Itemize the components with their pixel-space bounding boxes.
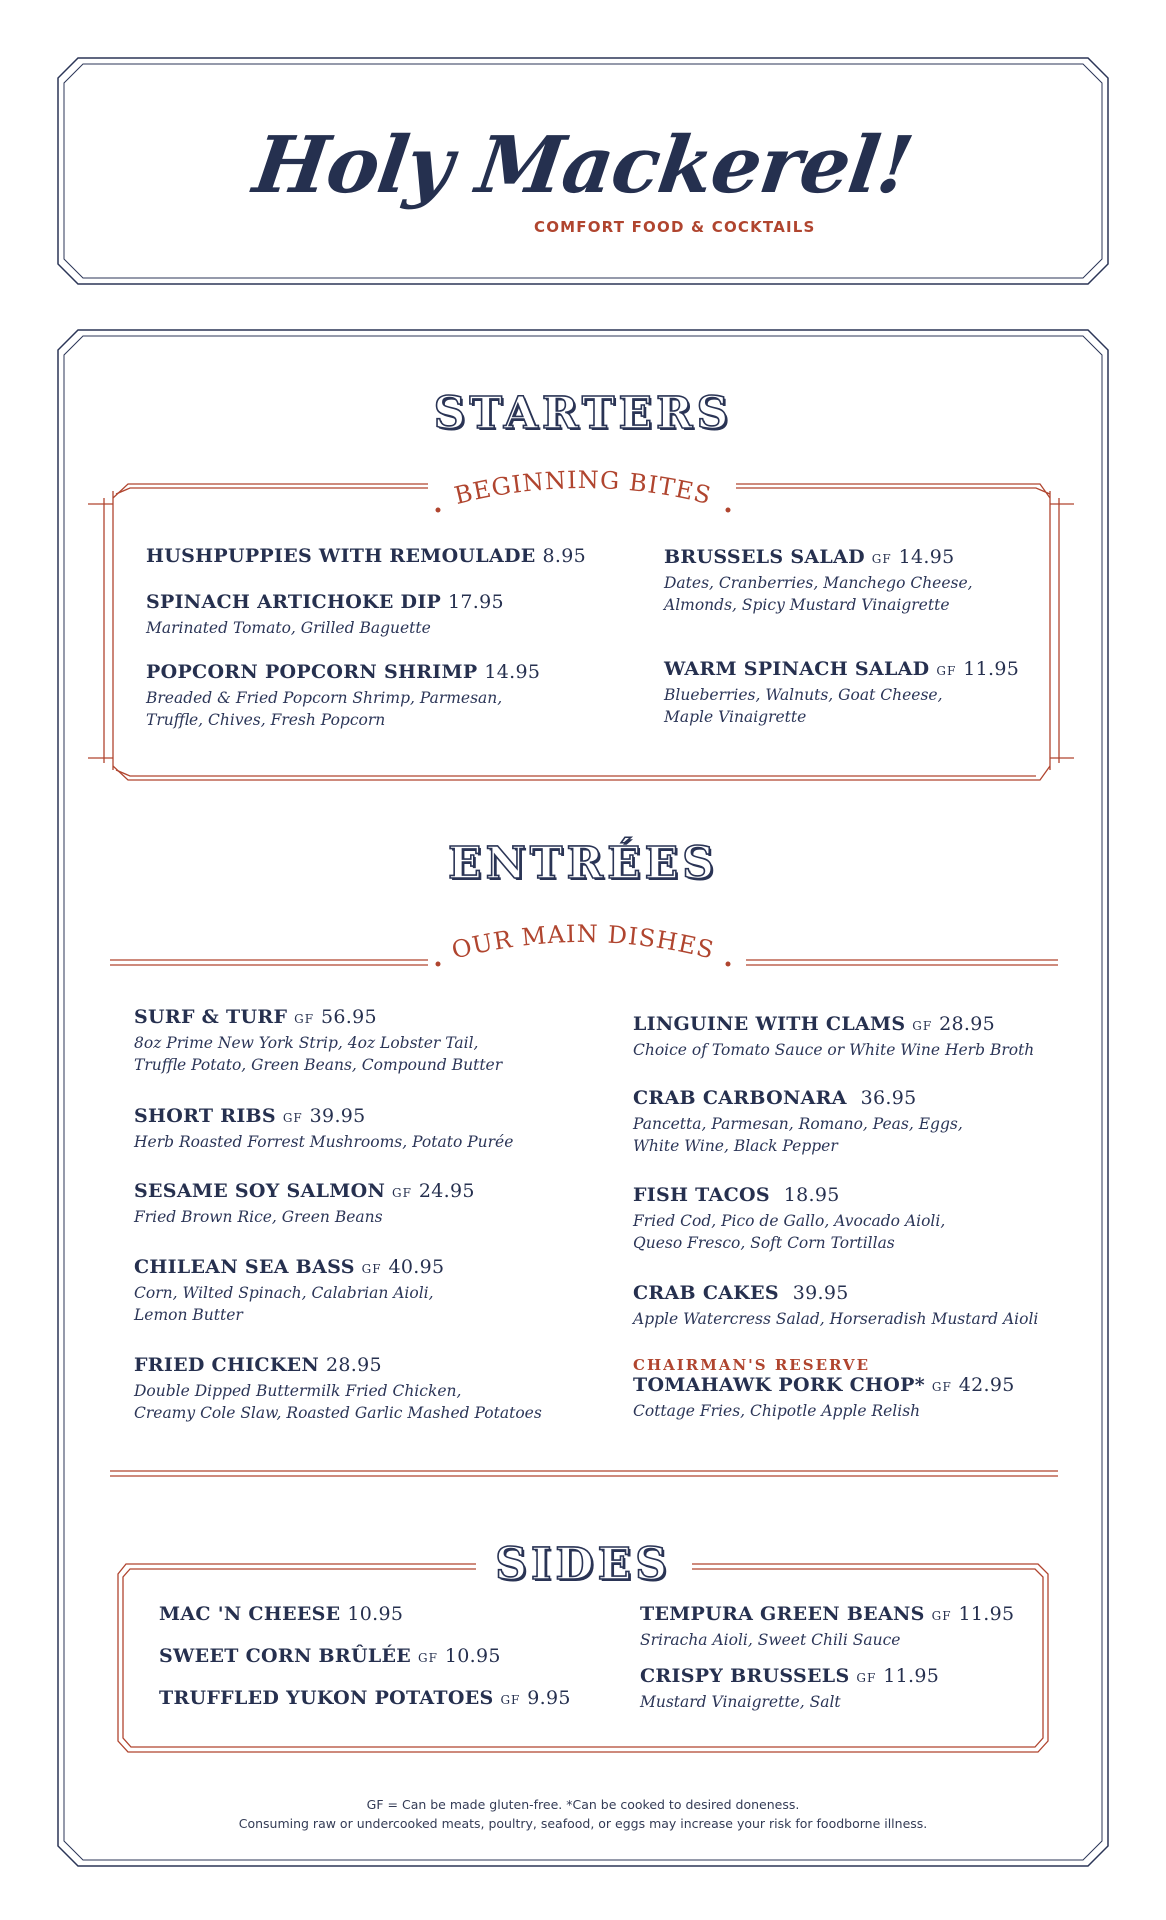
menu-item: CHILEAN SEA BASS GF 40.95 Corn, Wilted Spinach, Calabrian Aioli, Lemon Butter: [134, 1256, 445, 1324]
menu-item: SPINACH ARTICHOKE DIP 17.95 Marinated Tomato, Grilled Baguette: [146, 591, 504, 637]
starters-title: STARTERS: [433, 388, 733, 439]
menu-item: MAC 'N CHEESE 10.95: [159, 1603, 404, 1625]
menu-item: SWEET CORN BRÛLÉE GF 10.95: [159, 1645, 501, 1667]
menu-item: CRAB CARBONARA 36.95 Pancetta, Parmesan, Romano, Peas, Eggs, White Wine, Black Pepper: [633, 1087, 963, 1155]
menu-item: SHORT RIBS GF 39.95 Herb Roasted Forrest Mushrooms, Potato Purée: [134, 1105, 514, 1151]
menu-box: [56, 328, 1110, 1868]
footnote-gluten-free: GF = Can be made gluten-free. *Can be cooked to desired doneness.: [366, 1797, 800, 1812]
menu-item: FRIED CHICKEN 28.95 Double Dipped Buttermilk Fried Chicken, Creamy Cole Slaw, Roasted Garlic Mashed Potatoes: [134, 1354, 542, 1422]
menu-item: BRUSSELS SALAD GF 14.95 Dates, Cranberries, Manchego Cheese, Almonds, Spicy Mustard Vinaigrette: [664, 546, 973, 614]
menu-item: CRISPY BRUSSELS GF 11.95 Mustard Vinaigrette, Salt: [640, 1665, 940, 1711]
menu-item: SESAME SOY SALMON GF 24.95 Fried Brown Rice, Green Beans: [134, 1180, 475, 1226]
chairmans-reserve-label: CHAIRMAN'S RESERVE: [633, 1356, 870, 1374]
footnotes: [56, 1795, 1110, 1833]
menu-item: POPCORN POPCORN SHRIMP 14.95 Breaded & Fried Popcorn Shrimp, Parmesan, Truffle, Chives, Fresh Popcorn: [146, 661, 541, 729]
menu-item-featured: CHAIRMAN'S RESERVE TOMAHAWK PORK CHOP* GF 42.95 Cottage Fries, Chipotle Apple Relish: [633, 1356, 1015, 1420]
logo-wordmark: Holy Mackerel!: [248, 120, 918, 211]
footnote-consumer-advisory: Consuming raw or undercooked meats, poultry, seafood, or eggs may increase your risk for foodborne illness.: [238, 1816, 928, 1831]
entrees-subtitle-arc: [56, 912, 1110, 972]
svg-text:OUR MAIN DISHES: [449, 920, 717, 965]
menu-item: SURF & TURF GF 56.95 8oz Prime New York Strip, 4oz Lobster Tail, Truffle Potato, Green Beans, Compound Butter: [134, 1006, 503, 1074]
menu-item: HUSHPUPPIES WITH REMOULADE 8.95: [146, 545, 586, 567]
menu-item: WARM SPINACH SALAD GF 11.95 Blueberries, Walnuts, Goat Cheese, Maple Vinaigrette: [664, 658, 1020, 726]
menu-item: CRAB CAKES 39.95 Apple Watercress Salad, Horseradish Mustard Aioli: [633, 1282, 1039, 1328]
menu-item: FISH TACOS 18.95 Fried Cod, Pico de Gallo, Avocado Aioli, Queso Fresco, Soft Corn Tortillas: [633, 1184, 946, 1252]
menu-item: TRUFFLED YUKON POTATOES GF 9.95: [159, 1687, 571, 1709]
header-box: [56, 56, 1110, 286]
sides-title: SIDES: [495, 1539, 671, 1590]
starters-subtitle: BEGINNING BITES: [451, 465, 715, 510]
entrees-title: ENTRÉES: [448, 838, 718, 889]
menu-item: LINGUINE WITH CLAMS GF 28.95 Choice of Tomato Sauce or White Wine Herb Broth: [633, 1013, 1035, 1059]
menu-item: TEMPURA GREEN BEANS GF 11.95 Sriracha Aioli, Sweet Chili Sauce: [640, 1603, 1015, 1649]
entrees-subtitle: OUR MAIN DISHES: [448, 919, 718, 965]
tagline: COMFORT FOOD & COCKTAILS: [534, 218, 816, 236]
starters-subtitle-arc: [56, 458, 1110, 518]
svg-text:BEGINNING BITES: [452, 466, 715, 510]
